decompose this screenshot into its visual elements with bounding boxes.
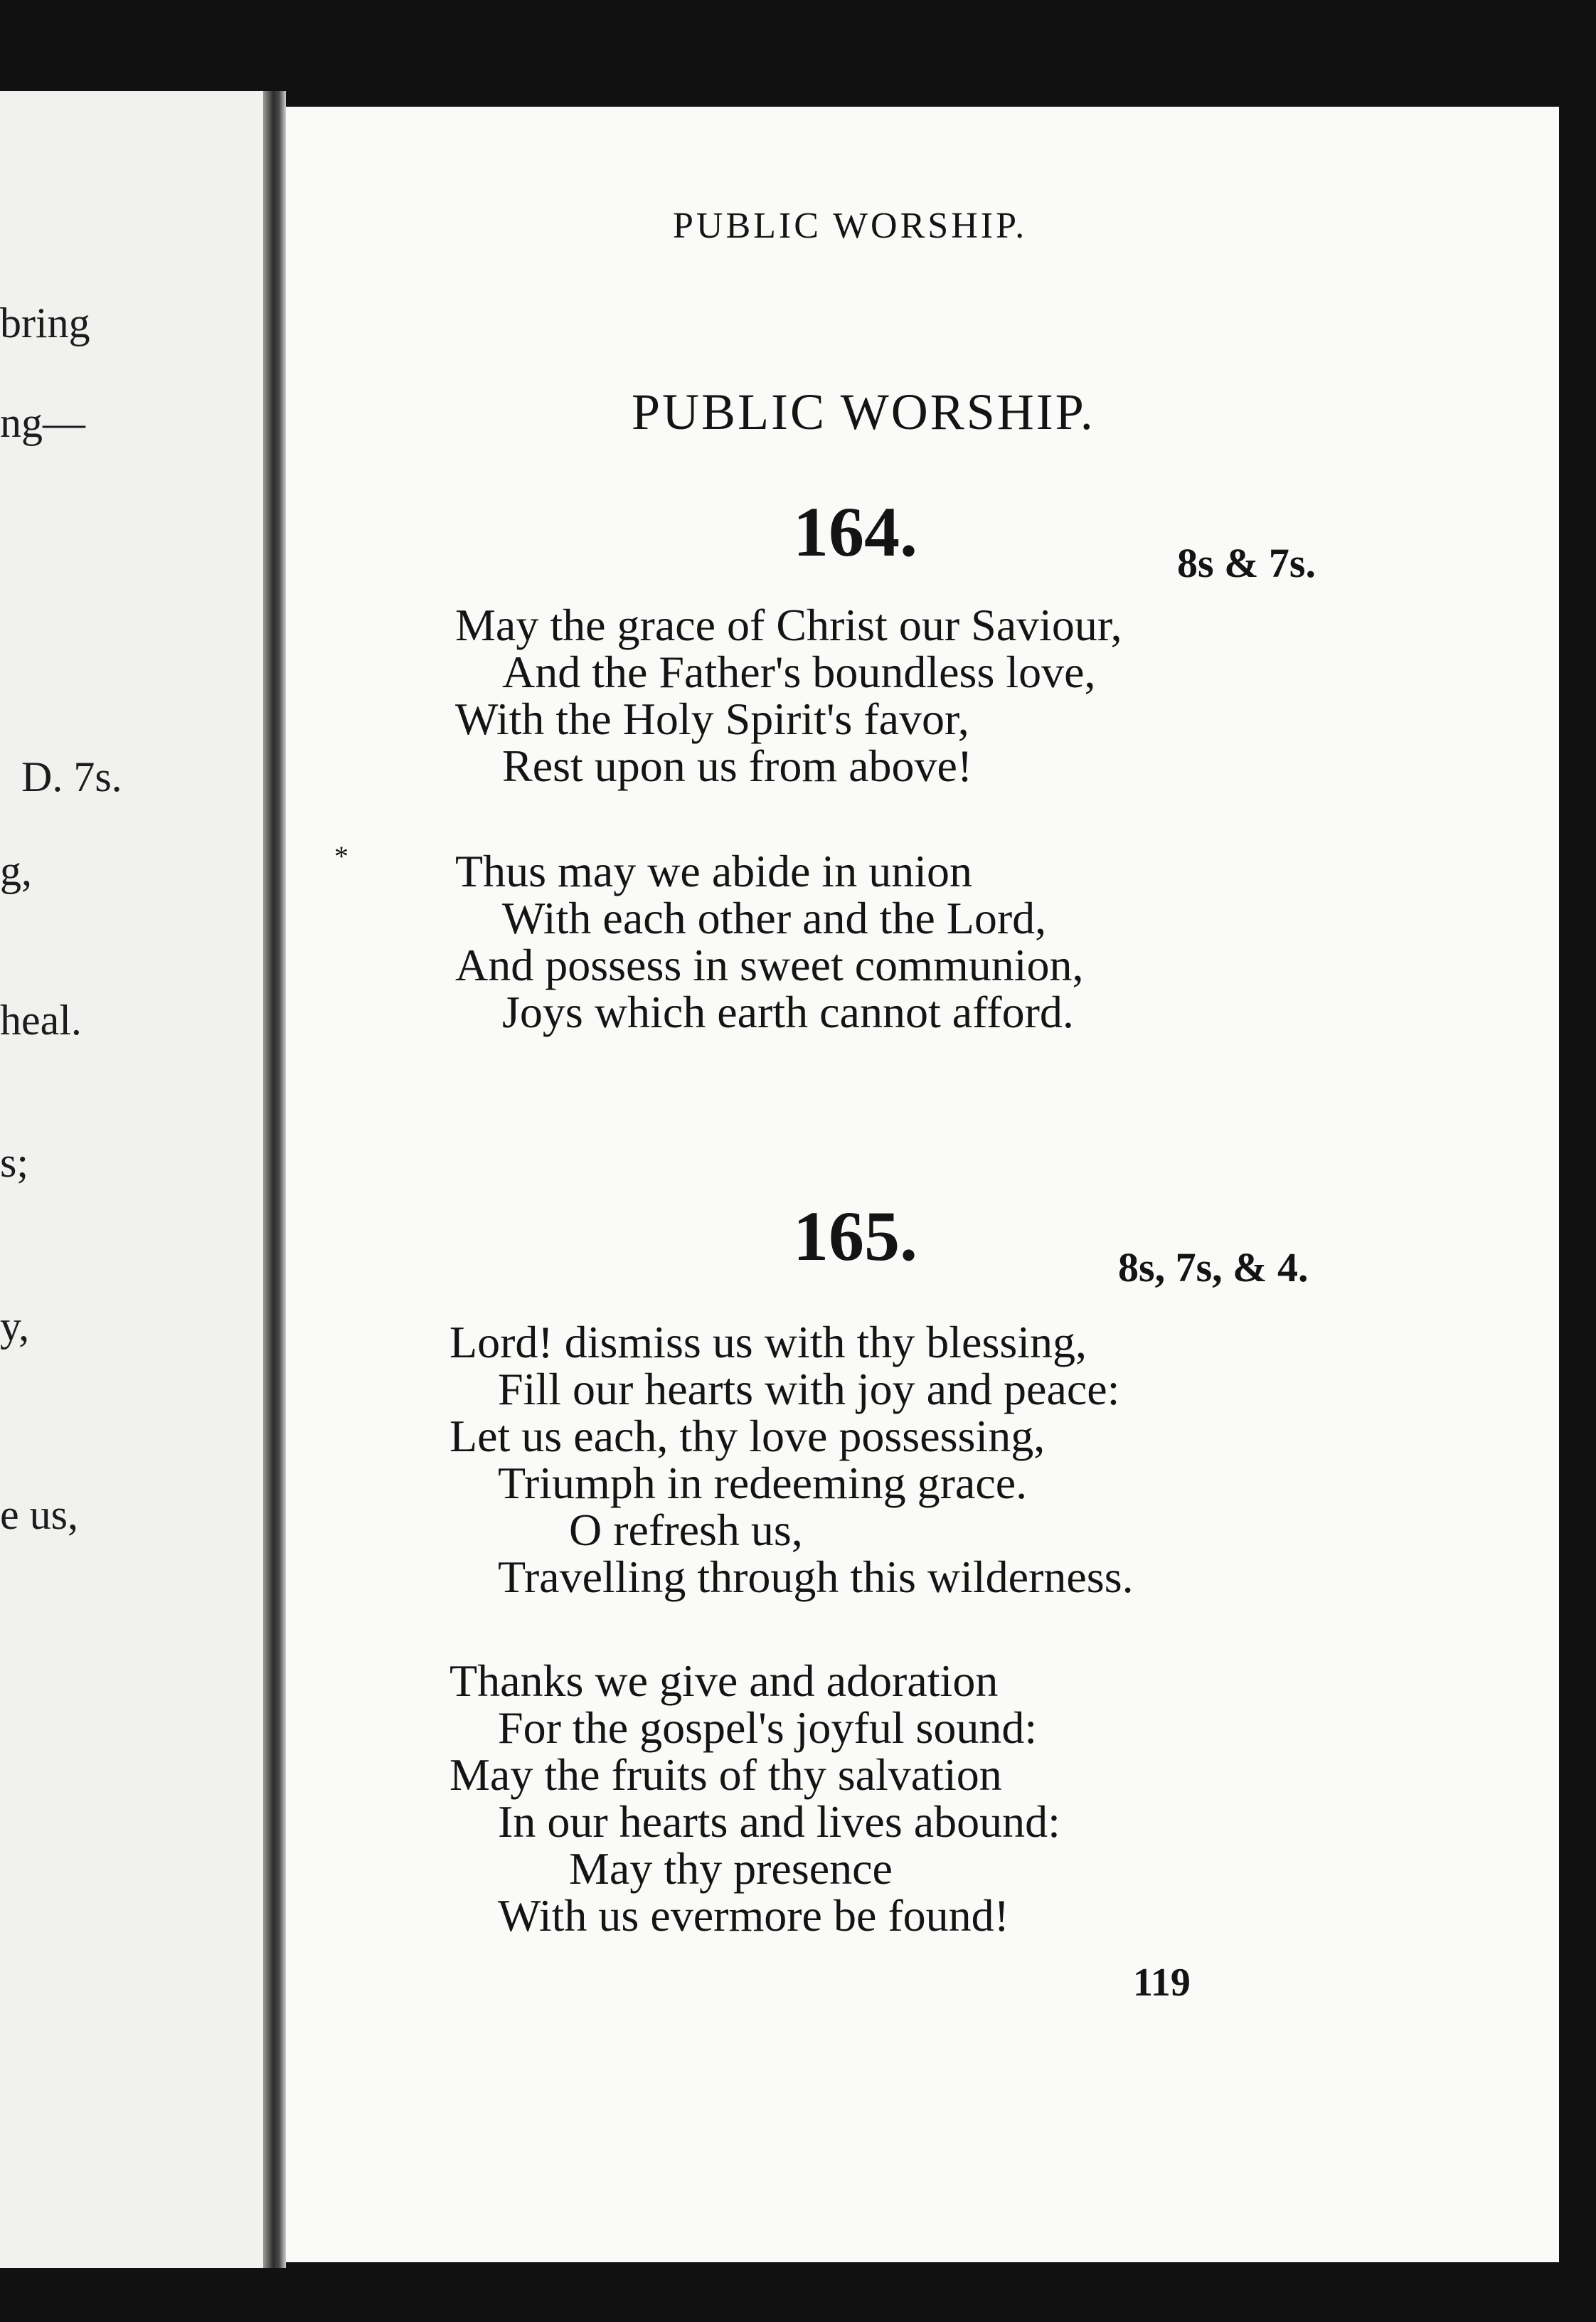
hymn-line: Joys which earth cannot afford.: [502, 987, 1074, 1037]
left-fragment: s;: [0, 1139, 29, 1186]
hymn-line: May the grace of Christ our Saviour,: [455, 600, 1122, 650]
hymn-meter: 8s & 7s.: [1177, 540, 1316, 586]
hymn-line: And possess in sweet communion,: [455, 940, 1084, 990]
left-fragment: bring: [0, 299, 90, 346]
hymn-line: Lord! dismiss us with thy blessing,: [449, 1317, 1087, 1367]
hymn-line: Let us each, thy love possessing,: [449, 1411, 1046, 1461]
hymn-line: O refresh us,: [569, 1505, 803, 1555]
hymn-line: Fill our hearts with joy and peace:: [498, 1364, 1120, 1414]
hymn-line: May the fruits of thy salvation: [449, 1749, 1002, 1800]
page-number: 119: [1133, 1961, 1191, 2005]
hymn-line: With us evermore be found!: [498, 1890, 1009, 1941]
hymn-number: 165.: [793, 1197, 917, 1276]
hymn-line: Thanks we give and adoration: [449, 1655, 999, 1706]
margin-mark: *: [334, 840, 349, 872]
hymn-line: For the gospel's joyful sound:: [498, 1702, 1038, 1753]
hymn-line: Travelling through this wilderness.: [498, 1552, 1134, 1602]
hymn-line: And the Father's boundless love,: [502, 647, 1096, 697]
hymn-line: Rest upon us from above!: [502, 741, 973, 791]
left-fragment: heal.: [0, 997, 82, 1044]
hymn-number: 164.: [793, 492, 917, 571]
hymn-meter: 8s, 7s, & 4.: [1118, 1244, 1309, 1290]
left-fragment: g,: [0, 847, 32, 894]
left-fragment: ng—: [0, 399, 85, 446]
hymn-line: In our hearts and lives abound:: [498, 1796, 1060, 1847]
hymn-line: With each other and the Lord,: [502, 893, 1047, 943]
hymn-line: May thy presence: [569, 1843, 893, 1894]
book-gutter: [263, 91, 286, 2268]
hymn-line: Thus may we abide in union: [455, 846, 972, 896]
left-fragment: y,: [0, 1303, 30, 1350]
left-fragment: e us,: [0, 1491, 78, 1538]
section-title: PUBLIC WORSHIP.: [632, 383, 1095, 440]
hymn-line: Triumph in redeeming grace.: [498, 1458, 1028, 1508]
hymn-line: With the Holy Spirit's favor,: [455, 694, 969, 744]
running-head: PUBLIC WORSHIP.: [673, 206, 1028, 246]
left-fragment: D. 7s.: [21, 753, 122, 800]
